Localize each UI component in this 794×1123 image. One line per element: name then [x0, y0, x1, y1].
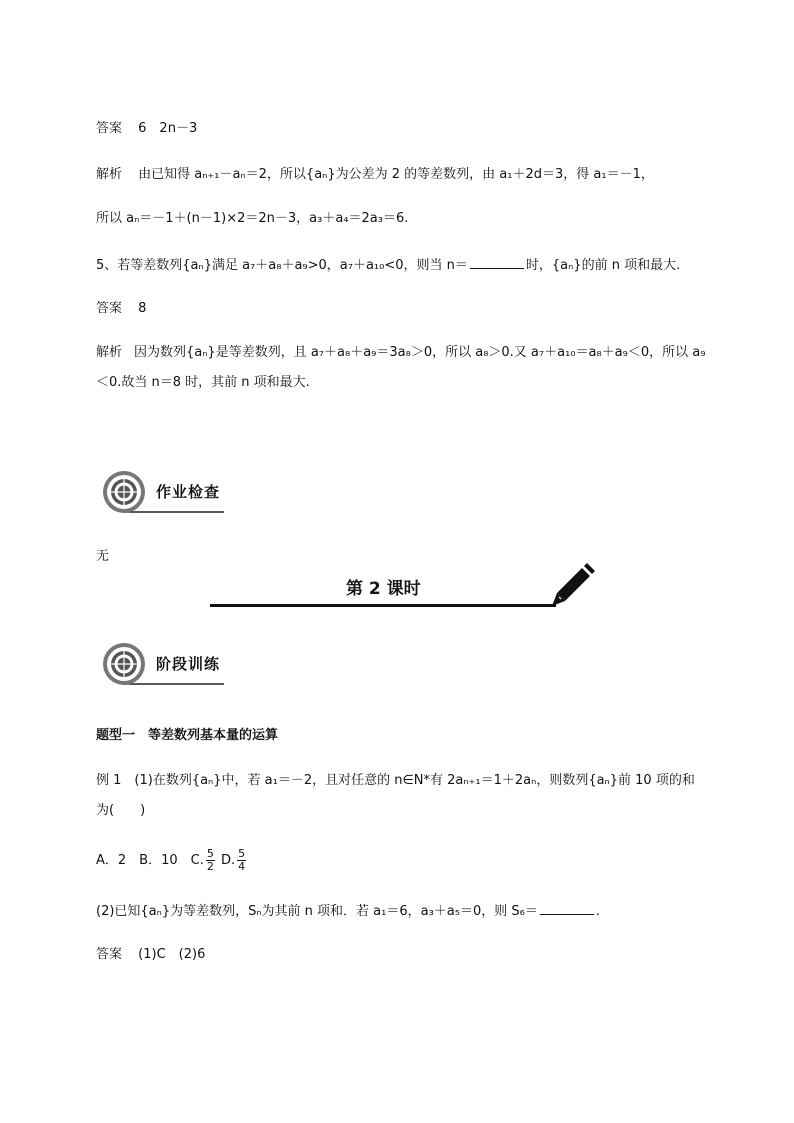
question-5 — [96, 256, 680, 275]
question-text-end: 时，{aₙ}的前 n 项和最大. — [525, 258, 681, 273]
lesson-underline — [210, 604, 556, 607]
analysis-text: 因为数列{aₙ}是等差数列，且 a₇＋a₈＋a₉＝3a₈＞0，所以 a₈＞0.又 a₇＋a₁₀＝a₈＋a₉＜0，所以 a₉＜0.故当 n＝8 时，其前 n 项和最大. — [96, 345, 706, 390]
answer-blank — [470, 256, 524, 269]
analysis-4-line-2 — [96, 210, 408, 228]
lesson-title: 第 2 课时 — [346, 579, 421, 599]
section-title: 阶段训练 — [156, 655, 221, 673]
answer-label: 答案 — [96, 121, 123, 136]
fraction-option-d: $\frac{5}{4}$ — [238, 847, 246, 873]
example-1-part-2: (2)已知{aₙ}为等差数列，Sₙ为其前 n 项和．若 a₁＝6，a₃＋a₅＝0，则 S₆＝ . — [96, 904, 600, 919]
answer-text: 8 — [138, 301, 147, 316]
analysis-text: 由已知得 aₙ₊₁－aₙ＝2，所以{aₙ}为公差为 2 的等差数列，由 a₁＋2d＝3，得 a₁＝－1， — [138, 167, 654, 182]
answer-text: (1)C (2)6 — [138, 947, 206, 962]
example-1-part-1: 例 1 (1)在数列{aₙ}中，若 a₁＝－2，且对任意的 n∈N*有 2aₙ₊₁＝1＋2aₙ，则数列{aₙ}前 10 项的和为( ) — [96, 773, 695, 818]
analysis-4-line-1 — [96, 166, 654, 184]
answer-example-1 — [96, 946, 205, 964]
section-homework-check — [98, 468, 228, 518]
options-prefix: A．2 B．10 C. — [96, 853, 204, 868]
answer-blank — [540, 902, 594, 915]
section-stage-training — [98, 640, 228, 690]
homework-content: 无 — [96, 549, 110, 564]
answer-text: 6 2n－3 — [138, 121, 198, 136]
example-1-options — [96, 848, 248, 873]
fraction-option-c: $\frac{5}{2}$ — [206, 847, 214, 873]
analysis-text: 所以 aₙ＝－1＋(n－1)×2＝2n－3，a₃＋a₄＝2a₃＝6. — [96, 211, 409, 226]
answer-4 — [96, 120, 197, 138]
answer-label: 答案 — [96, 301, 123, 316]
analysis-label: 解析 — [96, 167, 123, 182]
answer-label: 答案 — [96, 947, 123, 962]
analysis-5 — [96, 338, 706, 398]
pencil-icon — [544, 560, 596, 612]
option-d-label: D. — [220, 853, 236, 868]
lesson-banner — [210, 560, 600, 620]
topic-1-heading: 题型一 等差数列基本量的运算 — [96, 728, 279, 743]
question-text: 5、若等差数列{aₙ}满足 a₇＋a₈＋a₉>0，a₇＋a₁₀<0，则当 n＝ — [96, 258, 468, 273]
section-title: 作业检查 — [156, 483, 221, 501]
analysis-label: 解析 — [96, 345, 123, 360]
answer-5 — [96, 300, 146, 318]
